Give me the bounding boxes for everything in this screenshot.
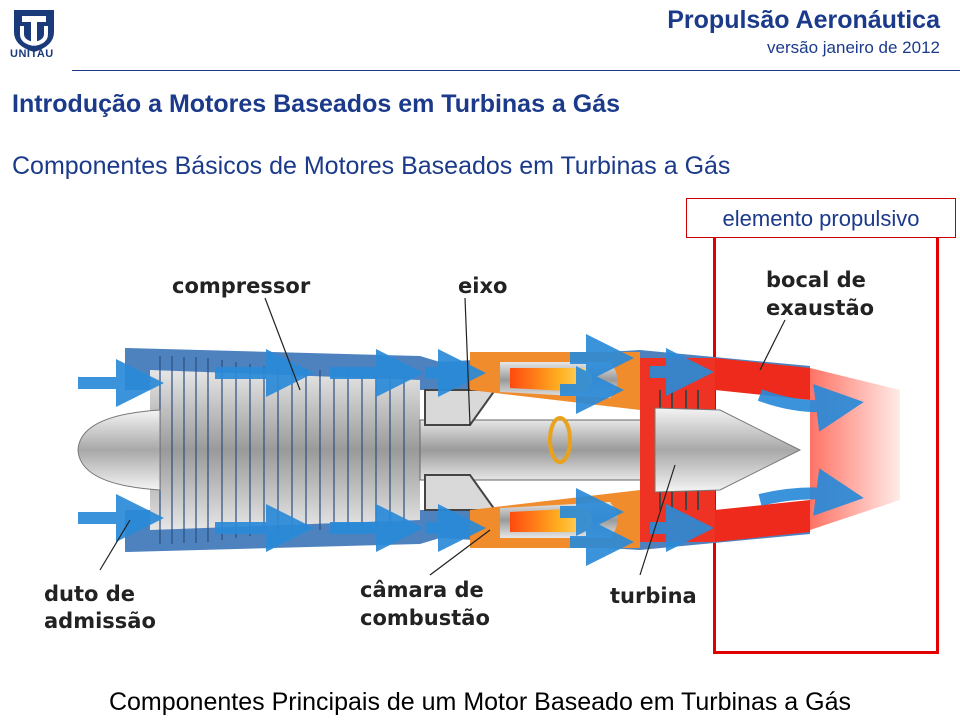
slide-subtitle: Componentes Básicos de Motores Baseados em Turbinas a Gás (12, 152, 731, 180)
intake-spinner (78, 410, 160, 490)
exhaust-cone (655, 408, 800, 492)
header-divider (72, 70, 960, 71)
label-shaft: eixo (458, 274, 508, 298)
combustion-chamber-upper (470, 352, 640, 410)
label-compressor: compressor (172, 274, 311, 298)
label-nozzle-line1: bocal de (766, 268, 866, 292)
slide-caption: Componentes Principais de um Motor Baseado em Turbinas a Gás (108, 688, 852, 716)
label-inlet-line1: duto de (44, 582, 136, 606)
label-combustor-line2: combustão (360, 606, 490, 630)
exhaust-nozzle-lower (715, 500, 810, 542)
label-turbine: turbina (610, 584, 697, 608)
label-inlet-line2: admissão (44, 609, 156, 633)
propulsive-element-label: elemento propulsivo (686, 198, 956, 238)
label-nozzle-line2: exaustão (766, 296, 875, 320)
logo-text: UNITAU (10, 48, 54, 60)
course-version: versão janeiro de 2012 (767, 38, 940, 57)
course-title: Propulsão Aeronáutica (667, 6, 940, 34)
engine-shaft (420, 420, 660, 480)
combustion-chamber-lower (470, 490, 640, 548)
label-combustor-line1: câmara de (360, 578, 484, 602)
exhaust-plume (810, 368, 900, 530)
slide-title: Introdução a Motores Baseados em Turbinas a Gás (12, 90, 621, 118)
compressor-drum (150, 370, 420, 530)
